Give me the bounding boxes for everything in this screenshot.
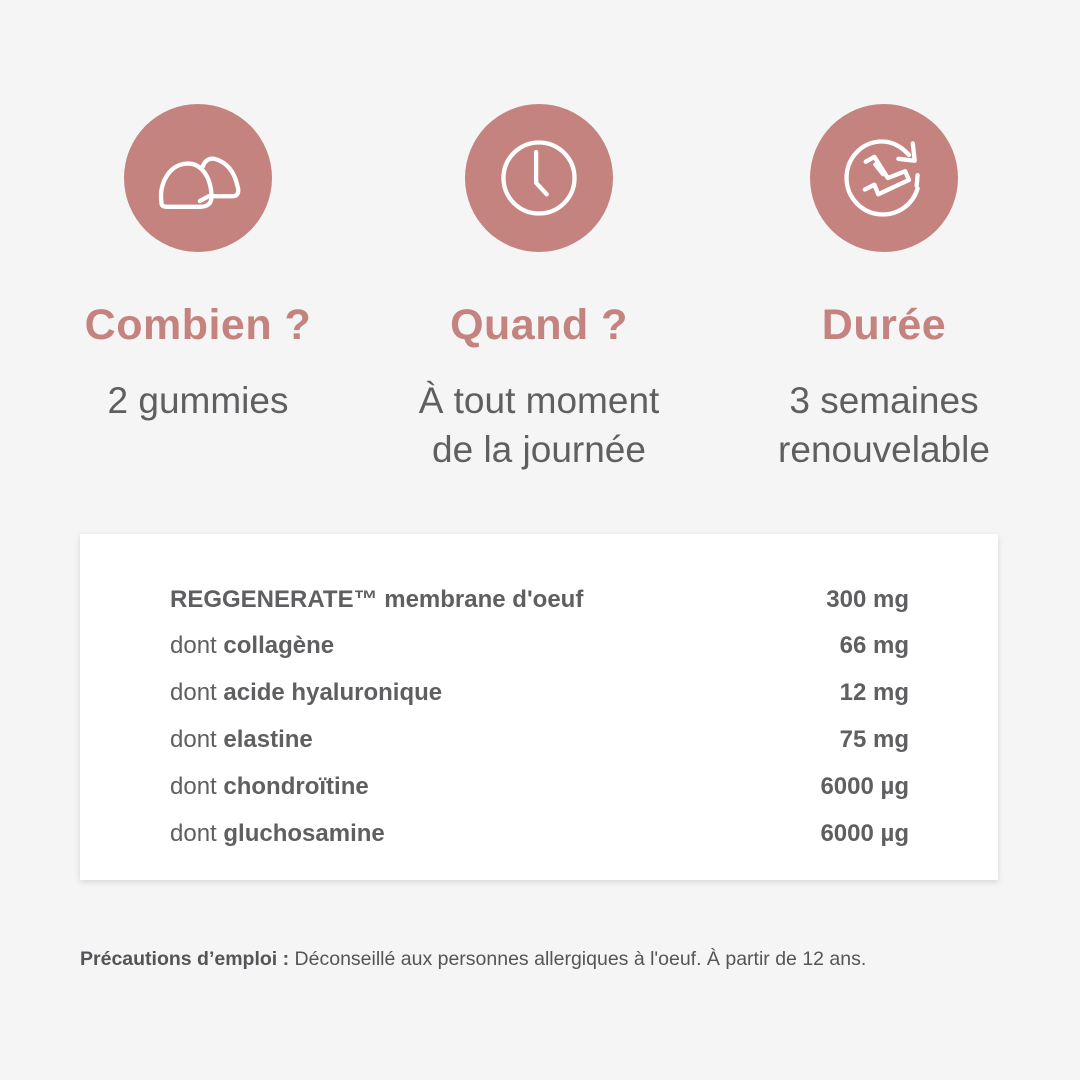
- desc-quantity: [108, 376, 289, 425]
- ingredient-name: collagène: [223, 632, 335, 659]
- desc-line: de la journée: [432, 429, 646, 470]
- info-column-duration: [714, 104, 1054, 474]
- composition-card: [80, 534, 998, 880]
- ingredient-name: chondroïtine: [223, 773, 369, 800]
- ingredient-name: gluchosamine: [223, 820, 385, 847]
- ingredient-name: acide hyaluronique: [223, 679, 443, 706]
- precautions-note: [80, 948, 866, 971]
- precautions-text: Déconseillé aux personnes allergiques à l'oeuf. À partir de 12 ans.: [289, 948, 867, 970]
- desc-when: [419, 376, 660, 474]
- ingredient: [170, 726, 313, 754]
- ingredient: [170, 679, 442, 707]
- ingredient-amount: 6000 µg: [820, 773, 909, 800]
- gummies-icon: [124, 104, 272, 252]
- ingredient-prefix: dont: [170, 679, 224, 706]
- ingredient-prefix: dont: [170, 632, 224, 659]
- composition-row: [170, 720, 909, 760]
- composition-row: [170, 767, 909, 807]
- clock-icon: [465, 104, 613, 252]
- desc-line: À tout moment: [418, 380, 660, 421]
- info-column-when: [369, 104, 709, 474]
- composition-row: [170, 814, 909, 854]
- ingredient-amount: 6000 µg: [820, 820, 909, 847]
- ingredient-prefix: dont: [170, 820, 224, 847]
- ingredient-prefix: dont: [170, 726, 224, 753]
- desc-duration: [778, 376, 990, 474]
- ingredient-prefix: dont: [170, 773, 224, 800]
- info-column-quantity: [28, 104, 368, 425]
- ingredient-amount: 66 mg: [839, 632, 909, 659]
- precautions-label: Précautions d’emploi :: [80, 948, 290, 970]
- heading-quantity: Combien ?: [84, 301, 312, 349]
- desc-line: 3 semaines: [789, 380, 979, 421]
- ingredient: [170, 773, 369, 801]
- ingredient: [170, 586, 583, 614]
- ingredient: [170, 820, 385, 848]
- ingredient-amount: 75 mg: [839, 726, 909, 753]
- desc-line: 2 gummies: [107, 380, 289, 421]
- ingredient-name: REGGENERATE™ membrane d'oeuf: [170, 586, 584, 613]
- ingredient: [170, 632, 334, 660]
- ingredient-amount: 12 mg: [839, 679, 909, 706]
- heading-when: Quand ?: [450, 301, 628, 349]
- heading-duration: Durée: [821, 301, 947, 349]
- composition-row: [170, 626, 909, 666]
- ingredient-amount: 300 mg: [826, 586, 909, 613]
- composition-row: [170, 580, 909, 620]
- composition-row: [170, 673, 909, 713]
- hourglass-renew-icon: [810, 104, 958, 252]
- desc-line: renouvelable: [778, 429, 990, 470]
- ingredient-name: elastine: [223, 726, 313, 753]
